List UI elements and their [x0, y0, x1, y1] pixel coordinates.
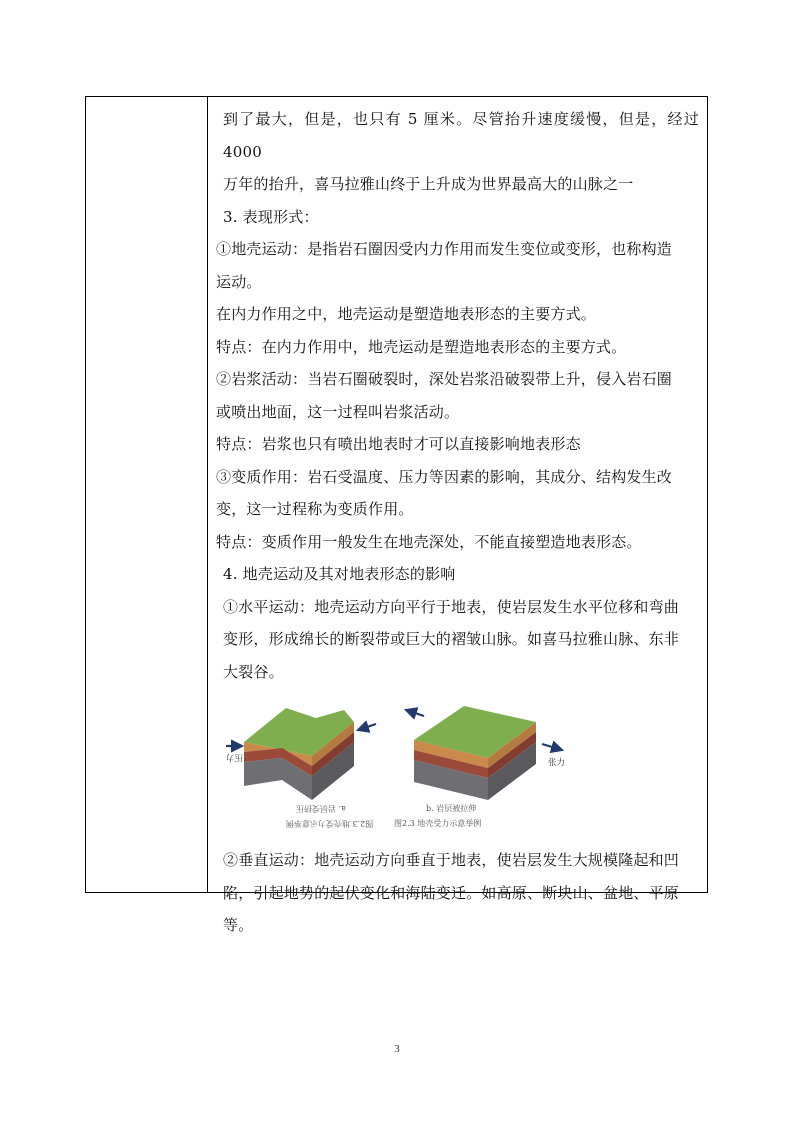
content-table [85, 96, 708, 934]
text-line: ②岩浆活动：当岩石圈破裂时，深处岩浆沿破裂带上升，侵入岩石圈 [216, 370, 673, 388]
figure-caption-mirrored: 图2.3 地壳受力示意举例 [286, 819, 374, 828]
text-line: 特点：变质作用一般发生在地壳深处，不能直接塑造地表形态。 [216, 532, 642, 551]
text-line: 特点：岩浆也只有喷出地表时才可以直接影响地表形态 [216, 435, 581, 453]
section-heading: 3. 表现形式： [223, 207, 319, 226]
tension-arrow-left [406, 710, 424, 716]
pressure-label: 压力 [226, 752, 244, 762]
subcaption-a: a. 岩层受挤压 [296, 804, 346, 813]
text-line: 变，这一过程称为变质作用。 [216, 500, 414, 518]
text-line: ③变质作用：岩石受温度、压力等因素的影响，其成分、结构发生改 [216, 467, 673, 486]
compression-arrow-right [358, 724, 376, 730]
compressed-block [244, 708, 354, 800]
right-cell [208, 97, 707, 934]
left-cell [86, 97, 208, 892]
text-line: ①水平运动：地壳运动方向平行于地表，使岩层发生水平位移和弯曲 [223, 597, 680, 616]
figure-caption: 图2.3 地壳受力示意举例 [394, 819, 482, 828]
text-line: 万年的抬升，喜马拉雅山终于上升成为世界最高大的山脉之一 [223, 175, 634, 193]
text-line: 到了最大，但是，也只有 5 厘米。尽管抬升速度缓慢，但是，经过 4000 [223, 110, 699, 161]
text-line: 特点：在内力作用中，地壳运动是塑造地表形态的主要方式。 [216, 337, 627, 356]
text-line: 在内力作用之中，地壳运动是塑造地表形态的主要方式。 [216, 305, 597, 323]
tension-arrow-right [542, 744, 562, 750]
tension-label: 张力 [548, 758, 566, 768]
text-line: ②垂直运动：地壳运动方向垂直于地表，使岩层发生大规模隆起和凹 [223, 851, 680, 869]
stretched-block [414, 706, 536, 800]
text-line: 或喷出地面，这一过程叫岩浆活动。 [216, 402, 460, 421]
page-number: 3 [394, 1043, 400, 1055]
subcaption-b: b. 岩层被拉伸 [426, 804, 477, 813]
text-line: 陷，引起地势的起伏变化和海陆变迁。如高原、断块山、盆地、平原 [223, 883, 680, 902]
section-heading: 4. 地壳运动及其对地表形态的影响 [223, 565, 456, 583]
text-line: 变形，形成绵长的断裂带或巨大的褶皱山脉。如喜马拉雅山脉、东非 [223, 630, 680, 648]
text-line: 大裂谷。 [223, 662, 284, 681]
crust-force-figure [226, 700, 606, 840]
text-line: 等。 [223, 916, 254, 934]
text-line: 运动。 [216, 272, 262, 291]
text-line: ①地壳运动：是指岩石圈因受内力作用而发生变位或变形，也称构造 [216, 240, 673, 258]
